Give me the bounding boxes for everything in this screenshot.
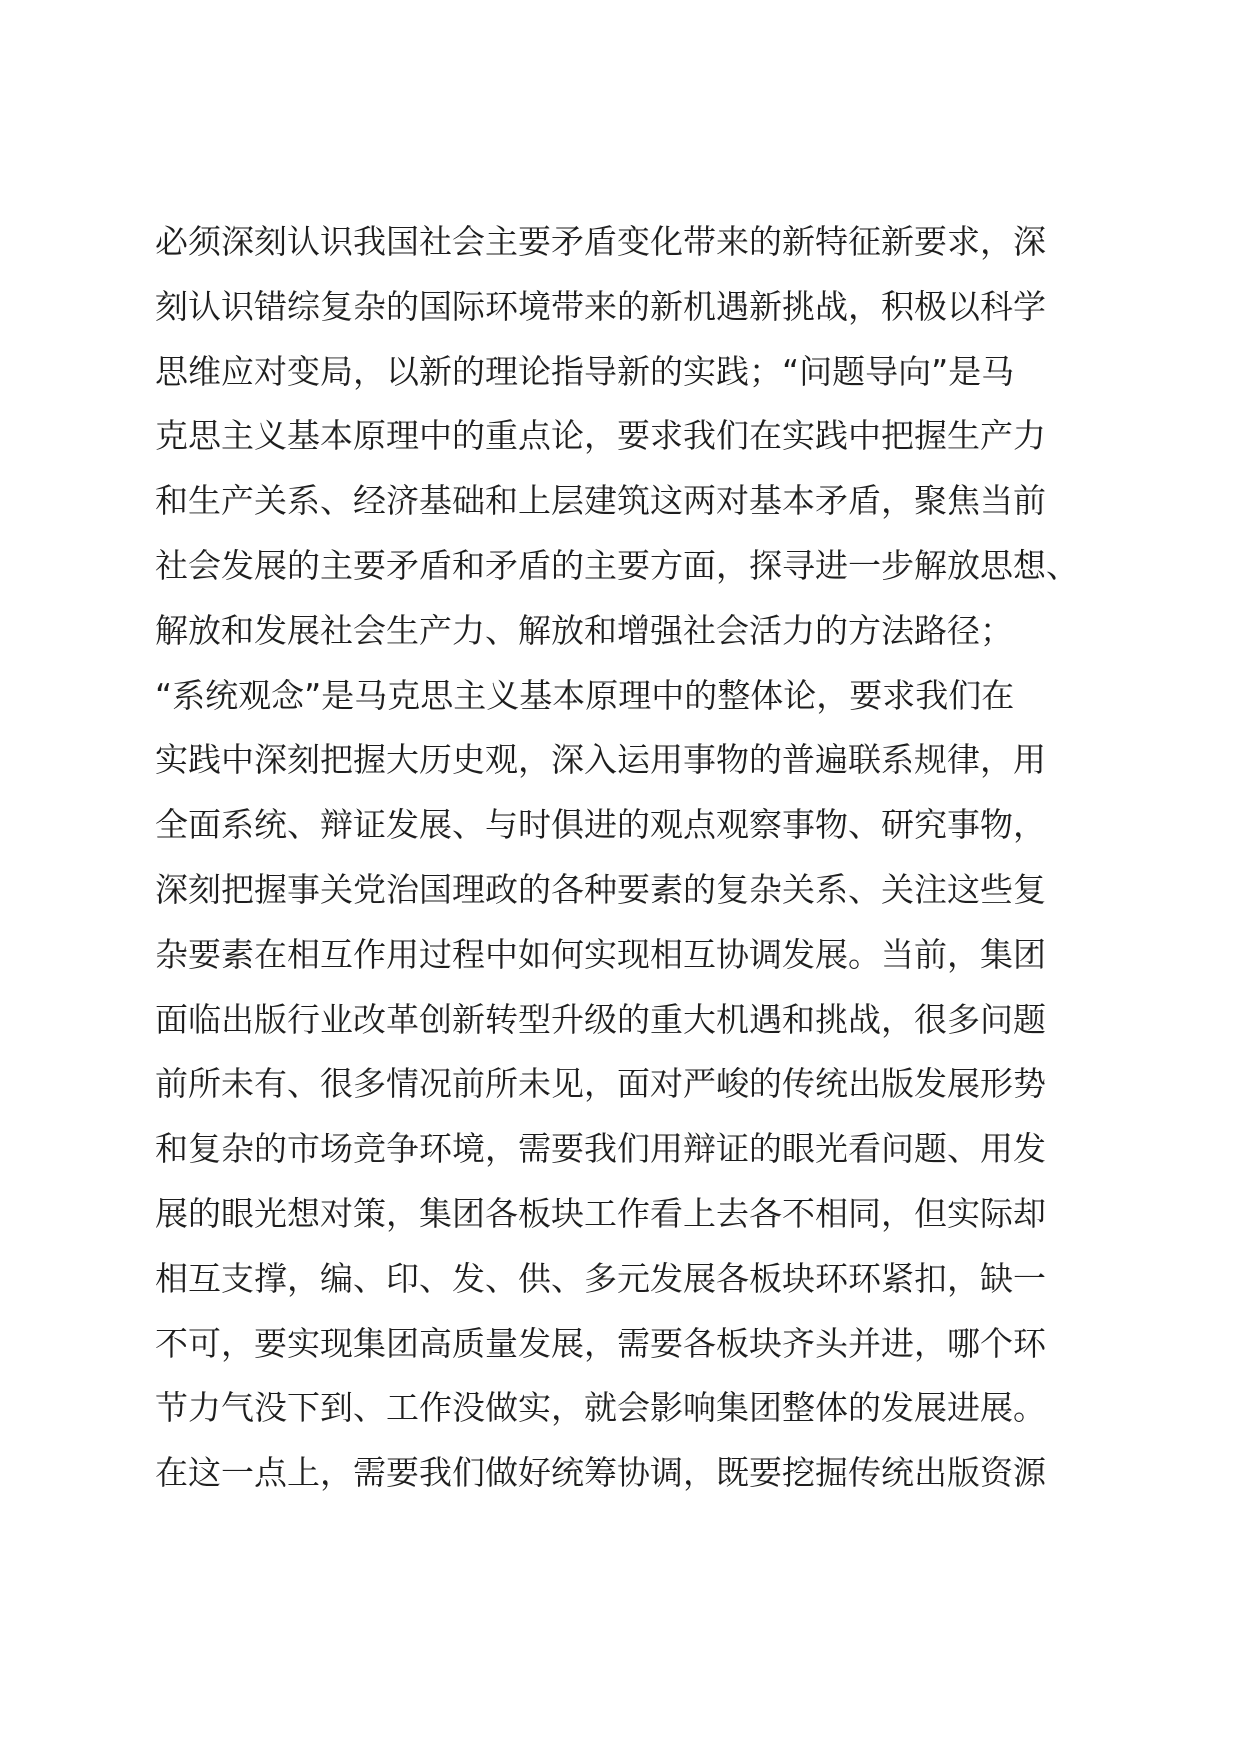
text-line: 杂要素在相互作用过程中如何实现相互协调发展。当前，集团 [155,934,1046,974]
text-line: 解放和发展社会生产力、解放和增强社会活力的方法路径； [155,610,1013,650]
text-line: 必须深刻认识我国社会主要矛盾变化带来的新特征新要求，深 [155,222,1046,261]
text-line: 思维应对变局，以新的理论指导新的实践；“问题导向”是马 [155,351,1015,391]
text-line: 不可，要实现集团高质量发展，需要各板块齐头并进，哪个环 [155,1323,1046,1363]
text-line: 社会发展的主要矛盾和矛盾的主要方面，探寻进一步解放思想、 [155,545,1079,585]
text-line: 在这一点上，需要我们做好统筹协调，既要挖掘传统出版资源 [155,1453,1046,1493]
text-line: 克思主义基本原理中的重点论，要求我们在实践中把握生产力 [155,416,1046,456]
text-line: 实践中深刻把握大历史观，深入运用事物的普遍联系规律，用 [155,740,1046,780]
text-line: “系统观念”是马克思主义基本原理中的整体论，要求我们在 [155,675,1015,715]
text-line: 面临出版行业改革创新转型升级的重大机遇和挑战，很多问题 [155,999,1046,1039]
text-line: 前所未有、很多情况前所未见，面对严峻的传统出版发展形势 [155,1064,1046,1104]
text-line: 全面系统、辩证发展、与时俱进的观点观察事物、研究事物， [155,805,1046,845]
text-line: 深刻把握事关党治国理政的各种要素的复杂关系、关注这些复 [155,869,1046,909]
text-line: 和复杂的市场竞争环境，需要我们用辩证的眼光看问题、用发 [155,1129,1046,1169]
text-line: 节力气没下到、工作没做实，就会影响集团整体的发展进展。 [155,1388,1046,1428]
text-line: 和生产关系、经济基础和上层建筑这两对基本矛盾，聚焦当前 [155,481,1046,521]
text-line: 刻认识错综复杂的国际环境带来的新机遇新挑战，积极以科学 [155,286,1046,326]
text-line: 展的眼光想对策，集团各板块工作看上去各不相同，但实际却 [155,1193,1046,1233]
body-paragraph [155,218,1095,1514]
text-line: 相互支撑，编、印、发、供、多元发展各板块环环紧扣，缺一 [155,1258,1046,1298]
